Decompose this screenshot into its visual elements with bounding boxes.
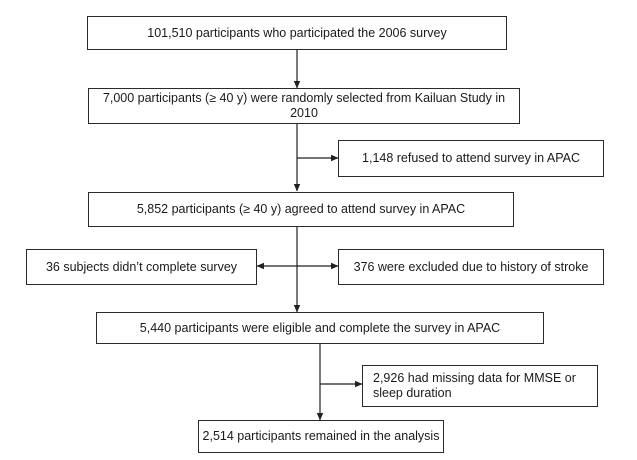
box-missing-data-line-2: sleep duration (373, 386, 452, 400)
box-randomly-selected (88, 88, 520, 124)
box-missing-data-text-wrap (373, 371, 576, 401)
box-stroke-excluded (338, 249, 604, 285)
box-final-analysis (198, 420, 444, 453)
box-agreed (88, 192, 514, 227)
box-eligible (96, 312, 544, 344)
box-refused (338, 140, 604, 177)
box-randomly-selected-text: 7,000 participants (≥ 40 y) were randomly selected from Kailuan Study in 2010 (102, 91, 506, 120)
box-final-analysis-text: 2,514 participants remained in the analysis (202, 429, 440, 443)
box-missing-data-line-1: 2,926 had missing data for MMSE or (373, 371, 576, 385)
box-incomplete-survey (26, 249, 257, 285)
box-stroke-excluded-text: 376 were excluded due to history of stroke (353, 259, 589, 274)
box-initial-participants-text: 101,510 participants who participated the 2006 survey (147, 25, 447, 40)
box-missing-data (362, 365, 598, 407)
box-agreed-text: 5,852 participants (≥ 40 y) agreed to attend survey in APAC (136, 202, 466, 216)
box-eligible-text: 5,440 participants were eligible and complete the survey in APAC (139, 320, 501, 335)
box-incomplete-survey-text: 36 subjects didn’t complete survey (45, 259, 238, 274)
box-refused-text: 1,148 refused to attend survey in APAC (362, 151, 580, 165)
box-initial-participants (87, 16, 507, 50)
